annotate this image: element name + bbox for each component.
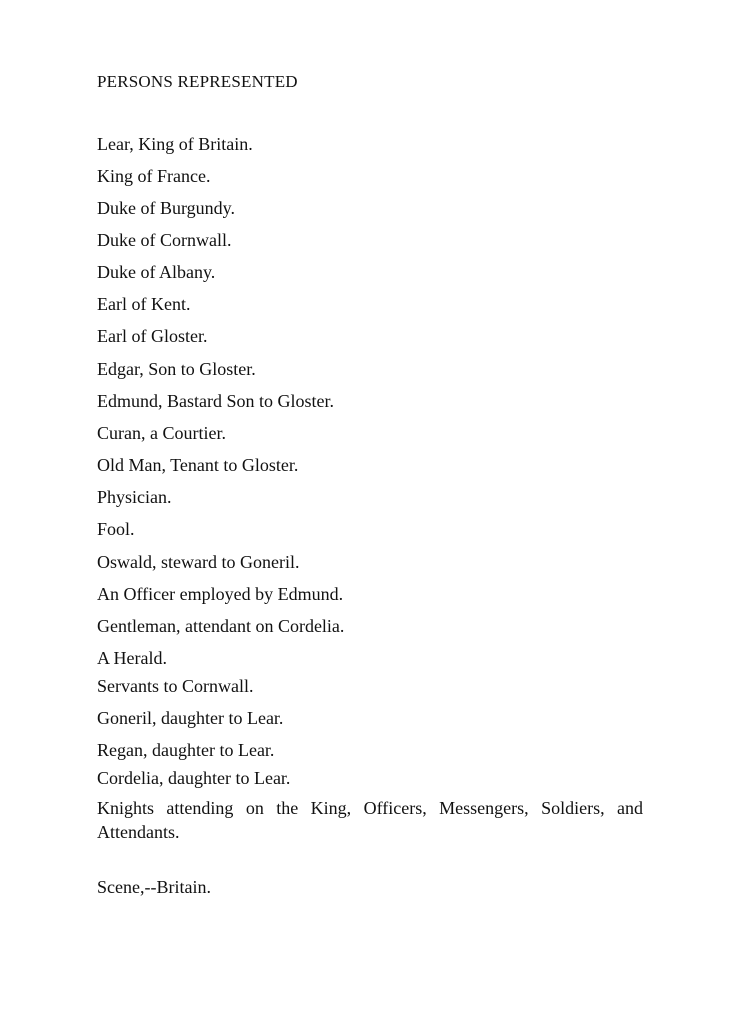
person-entry: Lear, King of Britain. [97, 134, 253, 154]
person-entry: Old Man, Tenant to Gloster. [97, 455, 299, 475]
person-entry: Earl of Kent. [97, 294, 191, 314]
person-entry: A Herald. [97, 648, 167, 668]
person-entry: Curan, a Courtier. [97, 423, 226, 443]
person-entry: Oswald, steward to Goneril. [97, 552, 300, 572]
page-heading: PERSONS REPRESENTED [97, 72, 298, 91]
person-entry-attendants: Knights attending on the King, Officers, Messengers, Soldiers, and Attendants. [97, 798, 643, 842]
person-entry: Edgar, Son to Gloster. [97, 359, 256, 379]
person-entry: Servants to Cornwall. [97, 676, 254, 696]
person-entry: Goneril, daughter to Lear. [97, 708, 284, 728]
scene-line: Scene,--Britain. [97, 877, 211, 897]
person-entry: Fool. [97, 519, 135, 539]
person-entry: Earl of Gloster. [97, 326, 208, 346]
person-entry: Duke of Cornwall. [97, 230, 232, 250]
person-entry: Duke of Albany. [97, 262, 216, 282]
person-entry: Duke of Burgundy. [97, 198, 235, 218]
person-entry: King of France. [97, 166, 211, 186]
person-entry: Physician. [97, 487, 172, 507]
person-entry: Cordelia, daughter to Lear. [97, 768, 291, 788]
person-entry: An Officer employed by Edmund. [97, 584, 344, 604]
person-entry: Gentleman, attendant on Cordelia. [97, 616, 345, 636]
person-entry: Regan, daughter to Lear. [97, 740, 275, 760]
person-entry: Edmund, Bastard Son to Gloster. [97, 391, 334, 411]
